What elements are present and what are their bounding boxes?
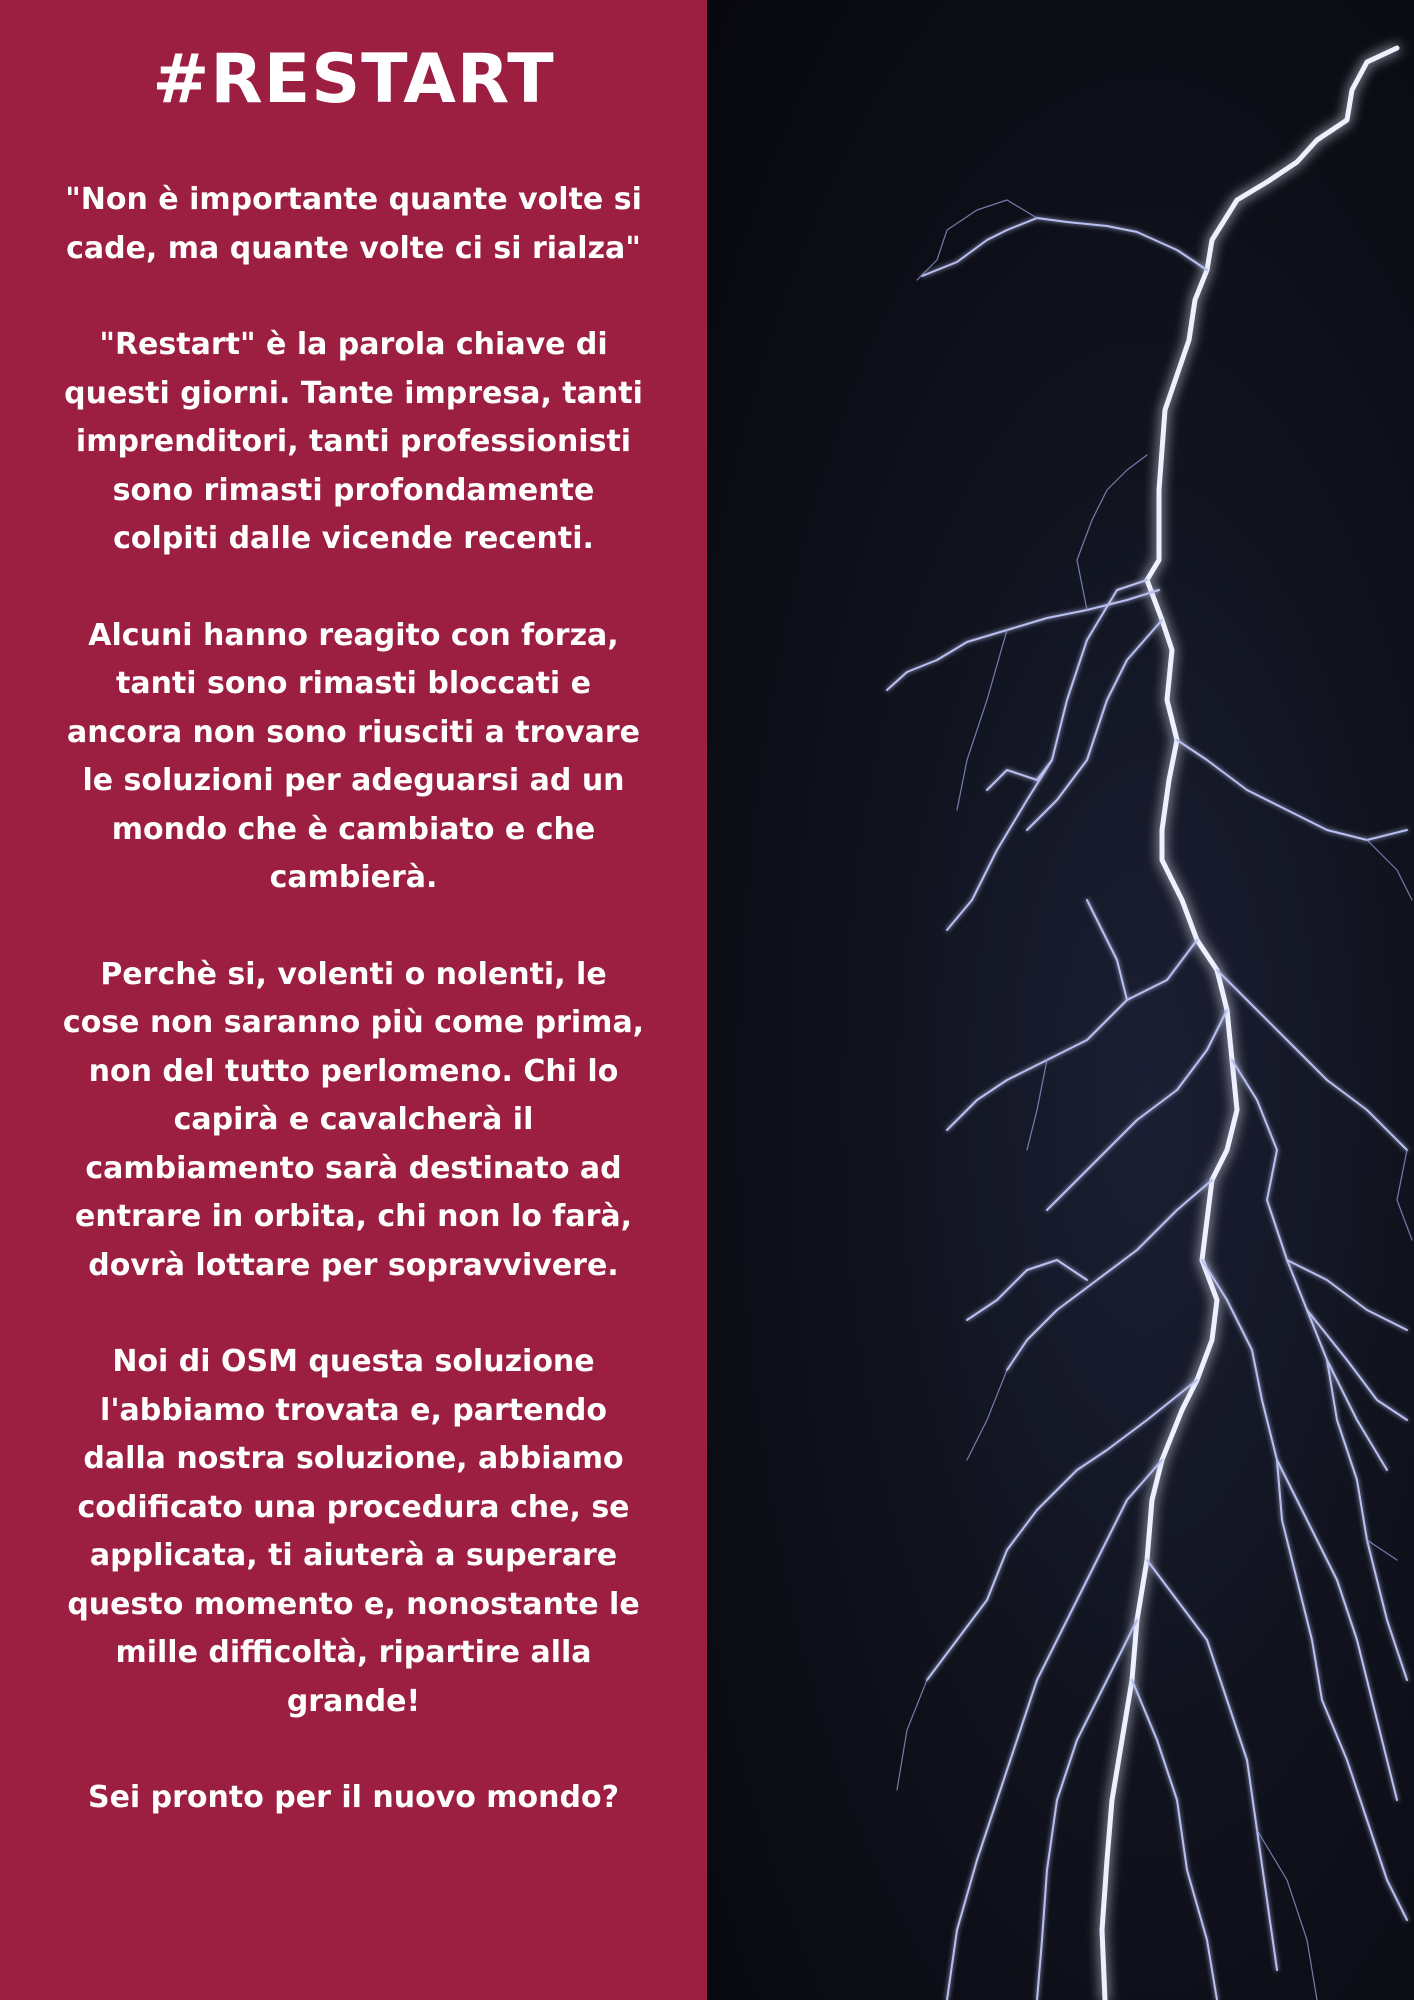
body-paragraph: Perchè si, volenti o nolenti, le cose non saranno più come prima, non del tutto perlomeno. Chi lo capirà e cavalcherà il cambiamento sarà destinato ad entrare in orbita, chi non lo farà, dovrà lottare per sopravvivere. [62,956,645,1283]
body-paragraph: Noi di OSM questa soluzione l'abbiamo trovata e, partendo dalla nostra soluzione, abbiamo codificato una procedura che, se applicata, ti aiuterà a superare questo momento e, nonostante le mille difficoltà, ripartire alla grande! [67,1344,640,1719]
body-paragraph: "Restart" è la parola chiave di questi giorni. Tante impresa, tanti imprenditori, tanti professionisti sono rimasti profondamente colpiti dalle vicende recenti. [64,327,643,556]
lightning-bolt-icon [707,0,1414,2000]
lightning-photo [707,0,1414,2000]
quote-paragraph: "Non è importante quante volte si cade, ma quante volte ci si rialza" [65,182,642,266]
page-title: #RESTART [152,40,555,119]
closing-question: Sei pronto per il nuovo mondo? [87,1780,620,1815]
body-paragraph: Alcuni hanno reagito con forza, tanti sono rimasti bloccati e ancora non sono riusciti a trovare le soluzioni per adeguarsi ad un mondo che è cambiato e che cambierà. [67,617,640,895]
